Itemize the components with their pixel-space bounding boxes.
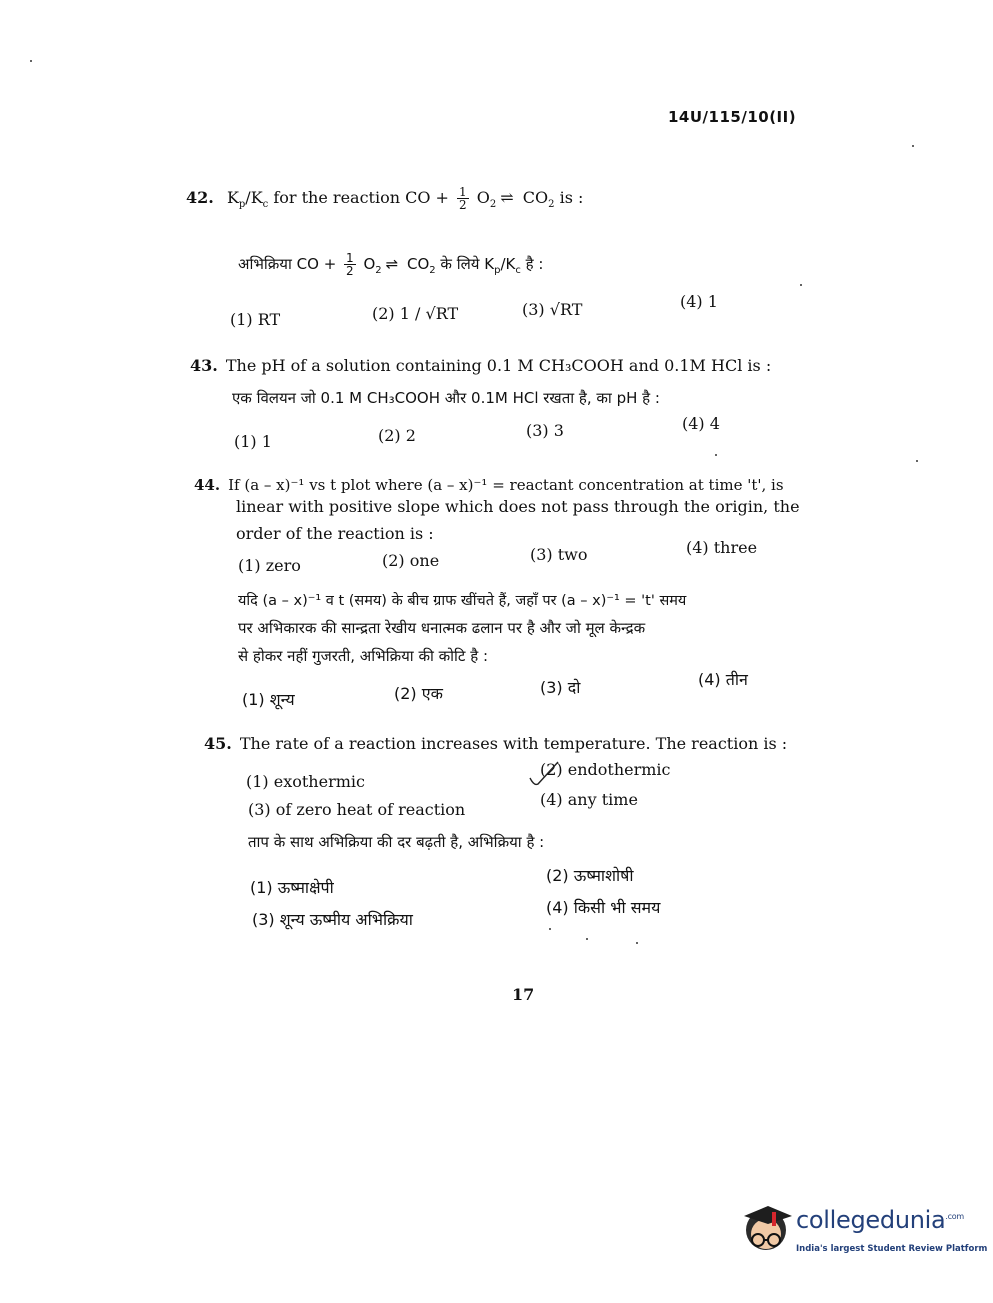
q44-option-hi-2: (2) एक (394, 684, 443, 703)
fraction-half: $\frac{1}{2}$ (346, 251, 354, 278)
q43-option-4: (4) 4 (682, 414, 720, 433)
q44-option-en-3: (3) two (530, 545, 588, 564)
scan-speck (549, 928, 551, 930)
q44-english-line3: order of the reaction is : (236, 524, 434, 543)
logo-wordmark: collegedunia$^{.com}$ (796, 1206, 964, 1234)
q42-option-2: (2) 1 / √RT (372, 304, 459, 323)
q44-number: 44. (194, 476, 221, 494)
paper-code: 14U/115/10(II) (668, 108, 797, 126)
q45-english: 45. The rate of a reaction increases with temperature. The reaction is : (204, 734, 788, 753)
scan-speck (916, 460, 918, 462)
scan-speck (636, 942, 638, 944)
q44-english-line2: linear with positive slope which does not pass through the origin, the (236, 497, 800, 516)
scan-speck (912, 145, 914, 147)
equilibrium-arrow-icon: ⇌ (385, 255, 399, 273)
handwritten-tick-mark-icon (528, 760, 568, 790)
q42-english: 42. $K_p/K_c$ for the reaction CO + $\frac{1}{2}$ $O_2$ ⇌ $CO_2$ is : (186, 185, 584, 212)
q44-hindi-line3: से होकर नहीं गुजरती, अभिक्रिया की कोटि है : (238, 647, 489, 665)
q44-option-hi-4: (4) तीन (698, 670, 748, 689)
scan-speck (715, 454, 717, 456)
q44-option-hi-3: (3) दो (540, 678, 581, 697)
q45-option-hi-4: (4) किसी भी समय (546, 898, 661, 917)
q45-option-hi-2: (2) ऊष्माशोषी (546, 866, 634, 885)
q42-option-3: (3) √RT (522, 300, 583, 319)
q43-english: 43. The pH of a solution containing 0.1 M CH₃COOH and 0.1M HCl is : (190, 356, 772, 375)
scan-speck (586, 938, 588, 940)
q44-option-en-2: (2) one (382, 551, 440, 570)
q42-hindi: अभिक्रिया CO + $\frac{1}{2}$ $O_2$ ⇌ $CO_2$ के लिये $K_p/K_c$ है : (238, 251, 544, 278)
q44-option-en-4: (4) three (686, 538, 758, 557)
q43-option-1: (1) 1 (234, 432, 272, 451)
q43-option-3: (3) 3 (526, 421, 564, 440)
equilibrium-arrow-icon: ⇌ (500, 188, 514, 207)
fraction-half: $\frac{1}{2}$ (459, 185, 467, 212)
q45-option-hi-3: (3) शून्य ऊष्मीय अभिक्रिया (252, 910, 413, 929)
q45-option-en-3: (3) of zero heat of reaction (248, 800, 466, 819)
q44-option-en-1: (1) zero (238, 556, 301, 575)
q45-option-en-4: (4) any time (540, 790, 638, 809)
scan-speck (30, 60, 32, 62)
scan-speck (800, 284, 802, 286)
q45-option-en-2: (2) endothermic (540, 760, 671, 779)
q42-option-1: (1) RT (230, 310, 281, 329)
q43-hindi: एक विलयन जो 0.1 M CH₃COOH और 0.1M HCl रखता है, का pH है : (232, 389, 660, 407)
logo-tagline: India's largest Student Review Platform (796, 1244, 988, 1254)
q45-hindi: ताप के साथ अभिक्रिया की दर बढ़ती है, अभिक्रिया है : (248, 833, 545, 851)
q44-hindi-line1: यदि (a – x)⁻¹ व t (समय) के बीच ग्राफ खींचते हैं, जहाँ पर (a – x)⁻¹ = 't' समय (238, 593, 687, 609)
q44-english-line1: 44. If (a – x)⁻¹ vs t plot where (a – x)⁻¹ = reactant concentration at time 't', is (194, 476, 784, 494)
q45-option-en-1: (1) exothermic (246, 772, 365, 791)
page-number: 17 (512, 985, 535, 1004)
q45-number: 45. (204, 734, 232, 753)
q42-option-4: (4) 1 (680, 292, 718, 311)
q43-option-2: (2) 2 (378, 426, 416, 445)
q42-number: 42. (186, 188, 214, 207)
q44-hindi-line2: पर अभिकारक की सान्द्रता रेखीय धनात्मक ढलान पर है और जो मूल केन्द्रक (238, 619, 646, 637)
q44-option-hi-1: (1) शून्य (242, 690, 295, 709)
q45-option-hi-1: (1) ऊष्माक्षेपी (250, 878, 334, 897)
q43-number: 43. (190, 356, 218, 375)
